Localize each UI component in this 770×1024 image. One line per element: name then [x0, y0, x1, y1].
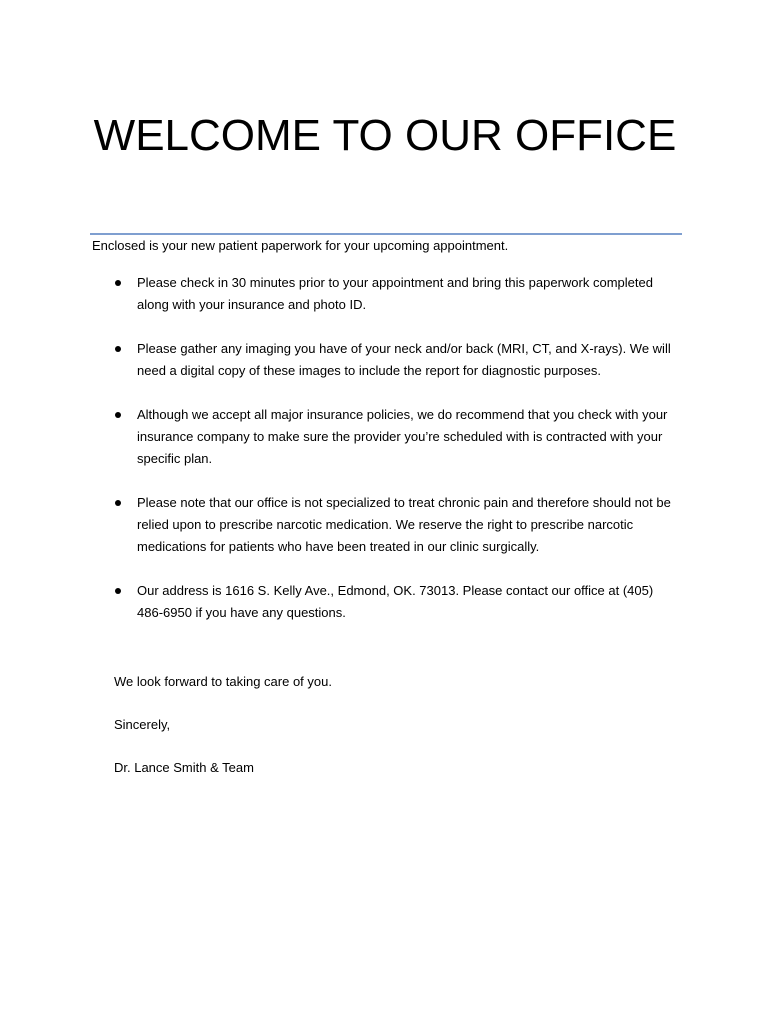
sign-off: Sincerely, [114, 717, 171, 732]
bullet-icon [115, 280, 121, 286]
bullet-icon [115, 588, 121, 594]
list-item-text: Please note that our office is not specialized to treat chronic pain and therefore should not be relied upon to prescribe narcotic medication. We reserve the right to prescribe narcotic medications for patients who have been treated in our clinic surgically. [137, 495, 671, 554]
closing-line: We look forward to taking care of you. [114, 674, 332, 689]
list-item [112, 404, 682, 470]
signature: Dr. Lance Smith & Team [114, 760, 254, 775]
bullet-icon [115, 412, 121, 418]
bullet-icon [115, 500, 121, 506]
list-item-text: Although we accept all major insurance policies, we do recommend that you check with your insurance company to make sure the provider you’re scheduled with is contracted with your specific plan. [137, 407, 668, 466]
intro-text: Enclosed is your new patient paperwork for your upcoming appointment. [92, 238, 509, 253]
list-item-text: Please check in 30 minutes prior to your appointment and bring this paperwork completed along with your insurance and photo ID. [137, 275, 653, 312]
list-item-text: Please gather any imaging you have of your neck and/or back (MRI, CT, and X-rays). We will need a digital copy of these images to include the report for diagnostic purposes. [137, 341, 671, 378]
bullet-icon [115, 346, 121, 352]
list-item [112, 338, 682, 382]
list-item [112, 272, 682, 316]
instruction-list [112, 272, 682, 646]
list-item-text: Our address is 1616 S. Kelly Ave., Edmond, OK. 73013. Please contact our office at (405) 486-6950 if you have any questions. [137, 583, 654, 620]
divider-line [90, 233, 682, 235]
page-title: WELCOME TO OUR OFFICE [93, 111, 677, 160]
list-item [112, 580, 682, 624]
list-item [112, 492, 682, 558]
